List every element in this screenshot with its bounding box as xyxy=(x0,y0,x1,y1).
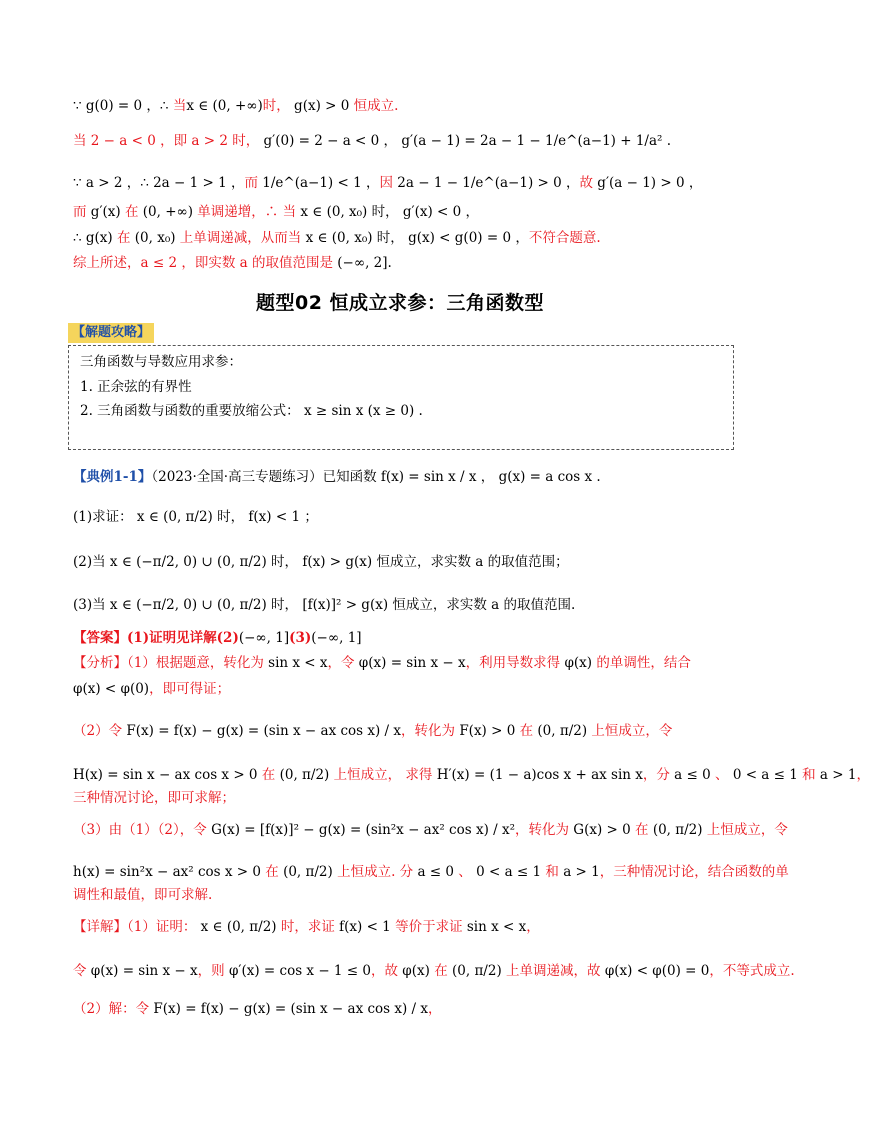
text-run: 【详解】（1）证明： xyxy=(73,919,201,935)
text-run: (−∞, 1] xyxy=(238,630,290,646)
line-l6 xyxy=(73,252,740,274)
text-run: ∵ g(0) = 0 ，∴ xyxy=(73,98,173,114)
text-run: φ(x) xyxy=(402,963,430,979)
text-run: x ∈ (0, π/2) xyxy=(200,919,277,935)
text-run: 【典例1-1】 xyxy=(73,469,152,485)
line-e13 xyxy=(73,884,740,906)
text-run: 在 xyxy=(257,767,280,783)
text-run: 在 xyxy=(515,723,538,739)
text-run: 上恒成立，令 xyxy=(702,822,788,838)
strategy-line-b3: 2. 三角函数与函数的重要放缩公式： x ≥ sin x (x ≥ 0) . xyxy=(80,403,423,419)
text-run: a > 1 xyxy=(819,767,857,783)
text-run: 在 xyxy=(120,204,143,220)
text-run: （3）由（1）（2），令 xyxy=(73,822,212,838)
text-run: 上恒成立， 求得 xyxy=(329,767,437,783)
line-e6 xyxy=(73,652,740,674)
text-run: 和 xyxy=(797,767,820,783)
section-title: 题型02 恒成立求参：三角函数型 xyxy=(255,292,545,314)
text-run: a ≤ 0 xyxy=(674,767,711,783)
text-run: 令 xyxy=(73,963,91,979)
text-run: 上恒成立. 分 xyxy=(332,864,418,880)
text-run: (0, π/2) xyxy=(537,723,588,739)
text-run: ，即可得证； xyxy=(149,681,231,697)
text-run: F(x) > 0 xyxy=(459,723,516,739)
text-run: F(x) = f(x) − g(x) = (sin x − ax cos x) / x xyxy=(153,1001,429,1017)
text-run: 时，求证 xyxy=(276,919,340,935)
text-run: ，利用导数求得 xyxy=(465,655,565,671)
text-run: ，分 xyxy=(642,767,675,783)
text-run: 上恒成立，令 xyxy=(587,723,673,739)
line-e5 xyxy=(73,627,740,649)
text-run: H(x) = sin x − ax cos x > 0 xyxy=(73,767,258,783)
text-run: (−∞, 2] xyxy=(337,255,388,271)
text-run: 时， g(x) < g(0) = 0 ， xyxy=(372,230,529,246)
strategy-line-b1: 三角函数与导数应用求参： xyxy=(80,354,242,370)
text-run: 【分析】（1）根据题意，转化为 xyxy=(73,655,269,671)
text-run: (2)当 x ∈ (−π/2, 0) ∪ (0, π/2) 时， f(x) > g(x) 恒成立，求实数 a 的取值范围； xyxy=(73,554,569,570)
text-run: 上单调递减，从而当 xyxy=(175,230,306,246)
text-run: sin x < x xyxy=(268,655,328,671)
text-run: (3)当 x ∈ (−π/2, 0) ∪ (0, π/2) 时， [f(x)]² > g(x) 恒成立，求实数 a 的取值范围. xyxy=(73,597,576,613)
line-e14 xyxy=(73,916,740,938)
text-run: 因 xyxy=(379,175,398,191)
text-run: ，转化为 xyxy=(401,723,460,739)
line-e2 xyxy=(73,506,740,528)
text-run: 在 xyxy=(630,822,653,838)
line-e15 xyxy=(73,960,795,982)
text-run: (3) xyxy=(289,630,312,646)
text-run: 恒成立. xyxy=(353,98,399,114)
text-run: . xyxy=(387,255,392,271)
text-run: 上单调递减，故 xyxy=(501,963,605,979)
text-run: g′(0) = 2 − a < 0 ， g′(a − 1) = 2a − 1 − 1/e^(a−1) + 1/a² . xyxy=(259,133,672,149)
line-e11 xyxy=(73,819,788,841)
line-e3 xyxy=(73,551,740,573)
text-run: ，故 xyxy=(371,963,403,979)
text-run: (0, π/2) xyxy=(283,864,333,880)
text-run: 三种情况讨论，即可求解； xyxy=(73,790,235,806)
text-run: 0 < a ≤ 1 xyxy=(732,767,798,783)
text-run: ，转化为 xyxy=(515,822,574,838)
line-l2 xyxy=(73,130,740,152)
text-run: (−∞, 1] xyxy=(311,630,362,646)
text-run: 当 2 − a < 0 ，即 a > 2 时， xyxy=(73,133,260,149)
text-run: g′(x) xyxy=(90,204,121,220)
text-run: ，不等式成立. xyxy=(709,963,795,979)
text-run: 当 xyxy=(172,98,187,114)
text-run: （2）解：令 xyxy=(73,1001,154,1017)
text-run: ，三种情况讨论，结合函数的单 xyxy=(599,864,789,880)
text-run: x ∈ (0, x₀) xyxy=(300,204,368,220)
text-run: 等价于求证 xyxy=(390,919,467,935)
text-run: φ′(x) = cos x − 1 ≤ 0 xyxy=(228,963,371,979)
text-run: ，令 xyxy=(327,655,359,671)
line-e1 xyxy=(73,466,740,488)
text-run: 2a − 1 − 1/e^(a−1) > 0 ， xyxy=(397,175,580,191)
strategy-line-b2: 1. 正余弦的有界性 xyxy=(80,379,192,395)
line-l5 xyxy=(73,227,740,249)
line-l1 xyxy=(73,95,740,117)
text-run: 和 xyxy=(541,864,564,880)
text-run: x ∈ (0, x₀) xyxy=(305,230,373,246)
line-e9 xyxy=(73,764,870,786)
text-run: （2023·全国·高三专题练习）已知函数 f(x) = sin x / x ， g(x) = a cos x . xyxy=(151,469,601,485)
line-e12 xyxy=(73,861,789,883)
text-run: sin x < x xyxy=(466,919,527,935)
text-run: G(x) > 0 xyxy=(573,822,631,838)
text-run: φ(x) = sin x − x xyxy=(90,963,198,979)
text-run: 时， g′(x) < 0 ， xyxy=(367,204,480,220)
text-run: φ(x) < φ(0) xyxy=(73,681,150,697)
text-run: 而 xyxy=(73,204,91,220)
text-run: (0, π/2) xyxy=(652,822,703,838)
text-run: 当 xyxy=(282,204,301,220)
line-e10 xyxy=(73,787,740,809)
text-run: 而 xyxy=(244,175,263,191)
text-run: h(x) = sin²x − ax² cos x > 0 xyxy=(73,864,261,880)
text-run: (0, π/2) xyxy=(452,963,502,979)
text-run: (0, π/2) xyxy=(279,767,330,783)
strategy-tag: 【解题攻略】 xyxy=(68,323,154,343)
text-run: 、 xyxy=(454,864,477,880)
text-run: 不符合题意. xyxy=(528,230,601,246)
text-run: ， xyxy=(526,919,540,935)
text-run: (1)求证： x ∈ (0, π/2) 时， f(x) < 1 ； xyxy=(73,509,318,525)
text-run: φ(x) = sin x − x xyxy=(358,655,466,671)
line-e16 xyxy=(73,998,740,1020)
text-run: H′(x) = (1 − a)cos x + ax sin x xyxy=(436,767,643,783)
text-run: ， xyxy=(856,767,870,783)
text-run: (0, +∞) xyxy=(142,204,194,220)
line-l3 xyxy=(73,172,740,194)
line-e8 xyxy=(73,720,740,742)
text-run: ，则 xyxy=(197,963,229,979)
text-run: (0, x₀) xyxy=(134,230,176,246)
text-run: φ(x) xyxy=(564,655,593,671)
text-run: g′(a − 1) > 0 ， xyxy=(597,175,703,191)
text-run: 1/e^(a−1) < 1 ， xyxy=(262,175,380,191)
text-run: 、 xyxy=(710,767,733,783)
text-run: （2）令 xyxy=(73,723,127,739)
line-l4 xyxy=(73,201,740,223)
text-run: 的单调性，结合 xyxy=(592,655,691,671)
text-run: F(x) = f(x) − g(x) = (sin x − ax cos x) / x xyxy=(126,723,402,739)
text-run: G(x) = [f(x)]² − g(x) = (sin²x − ax² cos x) / x² xyxy=(211,822,515,838)
text-run: 综上所述，a ≤ 2 ，即实数 a 的取值范围是 xyxy=(73,255,338,271)
text-run: 在 xyxy=(429,963,452,979)
text-run: 故 xyxy=(579,175,598,191)
text-run: a ≤ 0 xyxy=(417,864,454,880)
text-run: 单调递增，∴ xyxy=(193,204,283,220)
text-run: g(x) > 0 xyxy=(289,98,354,114)
text-run: ∵ a > 2 ，∴ 2a − 1 > 1 ， xyxy=(73,175,245,191)
text-run: f(x) < 1 xyxy=(339,919,391,935)
text-run: x ∈ (0, +∞) xyxy=(186,98,263,114)
text-run: 在 xyxy=(260,864,284,880)
text-run: φ(x) < φ(0) = 0 xyxy=(604,963,710,979)
line-e4 xyxy=(73,594,740,616)
text-run: ∴ g(x) xyxy=(73,230,117,246)
line-e7 xyxy=(73,678,740,700)
text-run: 0 < a ≤ 1 xyxy=(476,864,542,880)
text-run: 【答案】(1)证明见详解(2) xyxy=(73,630,239,646)
text-run: 时， xyxy=(262,98,290,114)
text-run: ， xyxy=(428,1001,442,1017)
text-run: 调性和最值，即可求解. xyxy=(73,887,213,903)
text-run: a > 1 xyxy=(563,864,600,880)
text-run: 在 xyxy=(116,230,135,246)
